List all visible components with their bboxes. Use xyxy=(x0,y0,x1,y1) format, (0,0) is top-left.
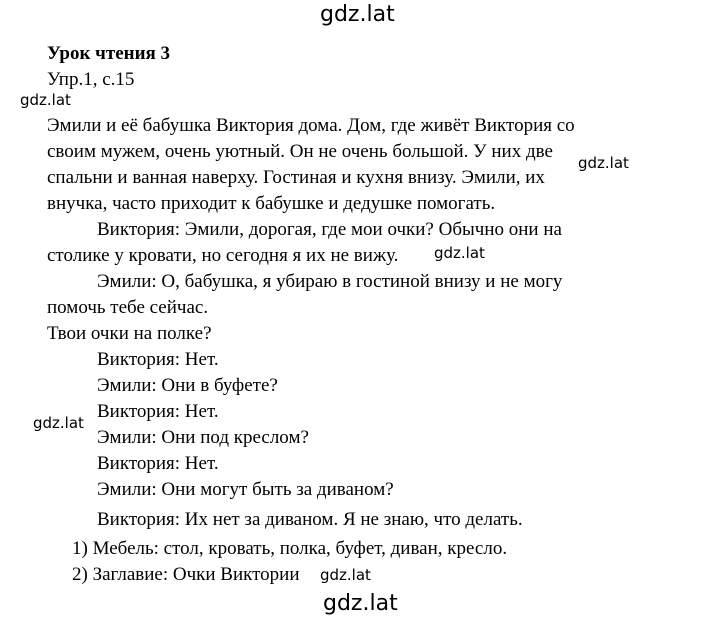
watermark-inline-bottom: gdz.lat xyxy=(320,566,371,584)
dialogue-line: Виктория: Нет. xyxy=(97,401,219,422)
watermark-bottom: gdz.lat xyxy=(323,591,398,616)
dialogue-line: Эмили: Они могут быть за диваном? xyxy=(97,479,394,500)
lesson-title: Урок чтения 3 xyxy=(47,43,171,64)
text-line: помочь тебе сейчас. xyxy=(47,297,209,318)
answer-item-1: 1) Мебель: стол, кровать, полка, буфет, диван, кресло. xyxy=(72,538,508,559)
text-line: своим мужем, очень уютный. Он не очень большой. У них две xyxy=(47,141,553,162)
text-line: внучка, часто приходит к бабушке и дедушке помогать. xyxy=(47,193,496,214)
dialogue-line: Эмили: Они под креслом? xyxy=(97,427,309,448)
dialogue-line: Виктория: Их нет за диваном. Я не знаю, что делать. xyxy=(97,509,523,530)
exercise-reference: Упр.1, с.15 xyxy=(47,69,135,90)
text-line: Виктория: Эмили, дорогая, где мои очки? Обычно они на xyxy=(97,219,562,240)
text-line: Твои очки на полке? xyxy=(47,323,212,344)
watermark-right: gdz.lat xyxy=(578,154,629,172)
text-line: Эмили и её бабушка Виктория дома. Дом, где живёт Виктория со xyxy=(47,115,575,136)
watermark-left-lower: gdz.lat xyxy=(33,414,84,432)
watermark-left-upper: gdz.lat xyxy=(20,91,71,109)
text-line: Эмили: О, бабушка, я убираю в гостиной внизу и не могу xyxy=(97,271,563,292)
answer-item-2: 2) Заглавие: Очки Виктории xyxy=(72,564,300,585)
dialogue-line: Виктория: Нет. xyxy=(97,453,219,474)
watermark-top: gdz.lat xyxy=(320,2,395,27)
text-line: спальни и ванная наверху. Гостиная и кухня внизу. Эмили, их xyxy=(47,167,545,188)
dialogue-line: Эмили: Они в буфете? xyxy=(97,375,278,396)
watermark-middle: gdz.lat xyxy=(434,244,485,262)
text-line: столике у кровати, но сегодня я их не вижу. xyxy=(47,245,399,266)
dialogue-line: Виктория: Нет. xyxy=(97,349,219,370)
